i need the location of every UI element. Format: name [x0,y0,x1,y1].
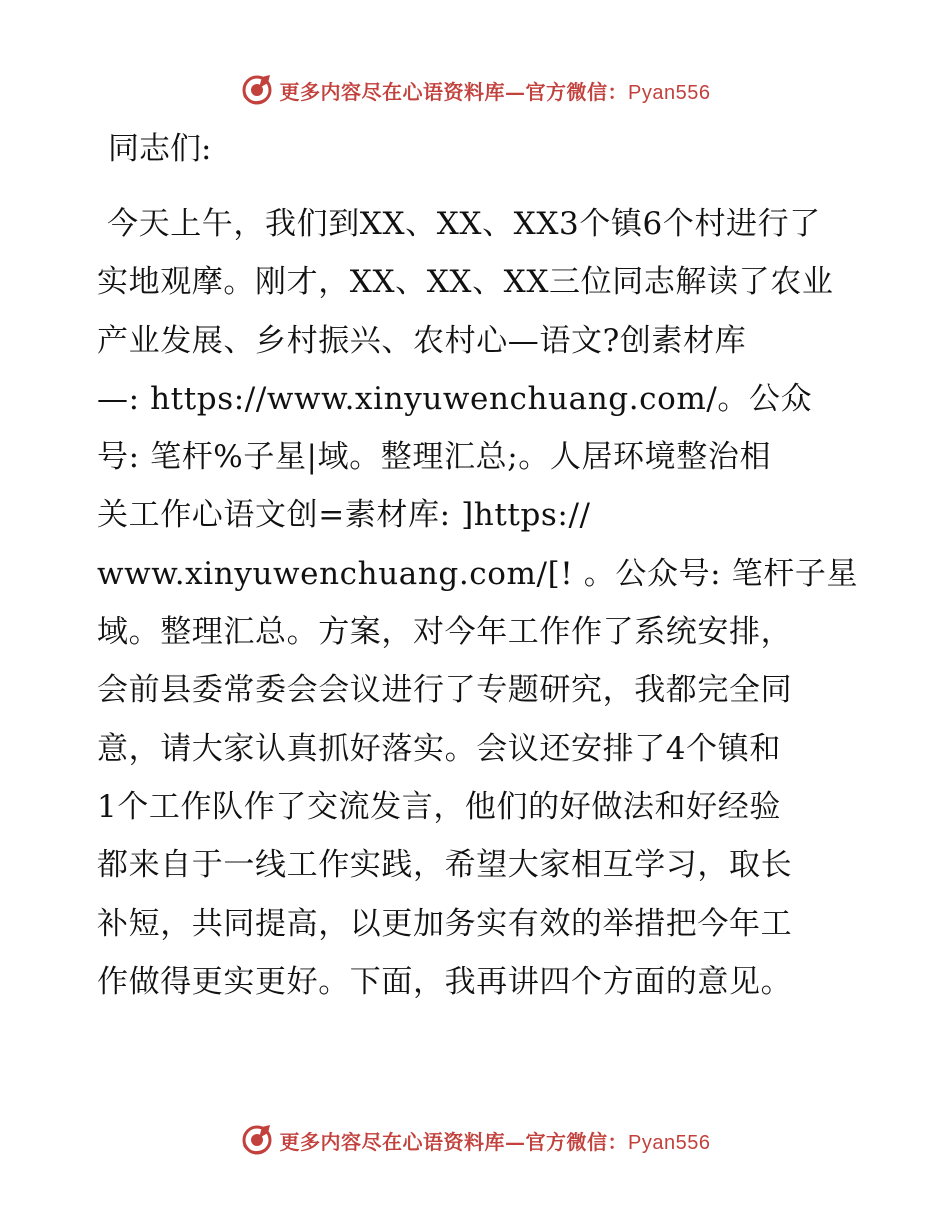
header-banner-label: 更多内容尽在心语资料库—官方微信： [279,79,629,104]
header-banner-text [280,76,711,105]
pen-nib-logo-icon [240,73,274,107]
text-line: 关工作心语文创=素材库: ]https:// [97,497,591,534]
text-line: 域。整理汇总。方案，对今年工作作了系统安排， [97,614,793,651]
text-line: 号: 笔杆%子星|域。整理汇总;。人居环境整治相 [97,439,772,476]
text-line: 实地观摩。刚才，XX、XX、XX三位同志解读了农业 [97,264,834,301]
text-line: 1个工作队作了交流发言，他们的好做法和好经验 [97,788,781,825]
body-text [97,195,857,1011]
text-line: 补短，共同提高，以更加务实有效的举措把今年工 [97,905,793,942]
footer-banner-text [280,1126,711,1155]
greeting: 同志们: [108,131,212,167]
footer-banner-handle: Pyan556 [628,1131,711,1154]
header-banner-handle: Pyan556 [628,81,711,104]
text-line: 会前县委常委会会议进行了专题研究，我都完全同 [97,672,793,709]
header-banner-content [240,73,711,107]
text-line: 意，请大家认真抓好落实。会议还安排了4个镇和 [97,730,781,767]
text-line: 今天上午，我们到XX、XX、XX3个镇6个村进行了 [107,206,821,242]
text-line: 产业发展、乡村振兴、农村心—语文?创素材库 [97,322,747,359]
footer-banner-content [240,1123,711,1157]
text-line: 都来自于一线工作实践，希望大家相互学习，取长 [97,847,793,884]
text-line: —: https://www.xinyuwenchuang.com/。公众 [97,380,813,417]
header-banner [0,70,950,110]
footer-banner [0,1120,950,1160]
pen-nib-logo-icon [240,1123,274,1157]
footer-banner-label: 更多内容尽在心语资料库—官方微信： [279,1129,629,1154]
text-line: 作做得更实更好。下面，我再讲四个方面的意见。 [97,963,793,1000]
text-line: www.xinyuwenchuang.com/[! 。公众号: 笔杆子星 [97,555,859,592]
